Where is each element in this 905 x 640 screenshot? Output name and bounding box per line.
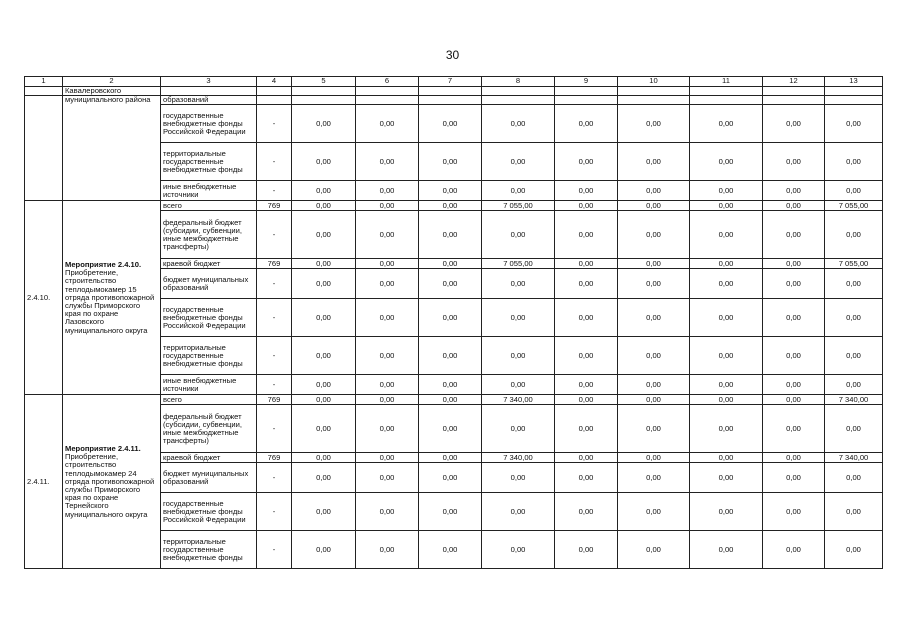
column-4-cell	[257, 87, 292, 96]
source-cell: краевой бюджет	[161, 453, 257, 463]
value-cell: 0,00	[356, 201, 419, 211]
value-cell	[763, 96, 825, 105]
value-cell: 0,00	[356, 453, 419, 463]
value-cell: 0,00	[763, 269, 825, 299]
value-cell: 0,00	[555, 211, 618, 259]
value-cell: 0,00	[690, 337, 763, 375]
value-cell: 0,00	[419, 105, 482, 143]
column-4-cell: -	[257, 337, 292, 375]
measure-code: 2.4.10.	[25, 201, 63, 395]
value-cell: 0,00	[292, 269, 356, 299]
source-cell: бюджет муниципальных образований	[161, 269, 257, 299]
value-cell: 0,00	[763, 405, 825, 453]
value-cell	[618, 96, 690, 105]
source-cell: территориальные государственные внебюджетные фонды	[161, 531, 257, 569]
measure-title: Мероприятие 2.4.11.	[65, 443, 141, 453]
column-4-cell: -	[257, 211, 292, 259]
value-cell: 0,00	[419, 453, 482, 463]
value-cell: 0,00	[825, 181, 883, 201]
column-4-cell: -	[257, 463, 292, 493]
row-code-cell	[25, 96, 63, 201]
value-cell: 0,00	[763, 531, 825, 569]
value-cell: 0,00	[763, 299, 825, 337]
source-cell: федеральный бюджет (субсидии, субвенции, иные межбюджетные трансферты)	[161, 405, 257, 453]
value-cell: 0,00	[825, 269, 883, 299]
value-cell: 0,00	[618, 531, 690, 569]
value-cell: 0,00	[292, 211, 356, 259]
value-cell: 0,00	[356, 211, 419, 259]
header-row	[25, 77, 883, 87]
value-cell: 0,00	[482, 299, 555, 337]
value-cell	[482, 96, 555, 105]
value-cell: 0,00	[690, 105, 763, 143]
value-cell: 0,00	[555, 375, 618, 395]
value-cell: 0,00	[419, 395, 482, 405]
value-cell: 0,00	[690, 375, 763, 395]
column-4-cell: -	[257, 531, 292, 569]
header-cell: 7	[419, 77, 482, 87]
value-cell: 0,00	[292, 143, 356, 181]
value-cell: 0,00	[618, 493, 690, 531]
value-cell: 0,00	[618, 269, 690, 299]
value-cell: 0,00	[763, 201, 825, 211]
value-cell: 0,00	[356, 181, 419, 201]
column-4-cell: -	[257, 493, 292, 531]
value-cell: 0,00	[419, 337, 482, 375]
value-cell: 0,00	[292, 493, 356, 531]
value-cell: 7 055,00	[482, 201, 555, 211]
header-cell: 9	[555, 77, 618, 87]
budget-table	[24, 76, 883, 569]
measure-description	[63, 395, 161, 569]
column-4-cell: -	[257, 143, 292, 181]
value-cell: 0,00	[356, 143, 419, 181]
value-cell: 0,00	[555, 201, 618, 211]
value-cell: 0,00	[356, 493, 419, 531]
source-cell: территориальные государственные внебюджетные фонды	[161, 337, 257, 375]
value-cell: 7 055,00	[825, 259, 883, 269]
value-cell: 0,00	[419, 259, 482, 269]
table-row	[25, 395, 883, 405]
value-cell: 0,00	[482, 405, 555, 453]
value-cell: 0,00	[419, 143, 482, 181]
value-cell: 0,00	[690, 299, 763, 337]
value-cell: 0,00	[690, 259, 763, 269]
value-cell: 0,00	[825, 211, 883, 259]
value-cell: 0,00	[419, 463, 482, 493]
value-cell: 0,00	[419, 299, 482, 337]
value-cell: 0,00	[763, 143, 825, 181]
value-cell	[690, 96, 763, 105]
value-cell: 0,00	[690, 395, 763, 405]
value-cell: 0,00	[618, 395, 690, 405]
header-cell: 8	[482, 77, 555, 87]
value-cell: 0,00	[825, 531, 883, 569]
value-cell: 7 340,00	[825, 395, 883, 405]
header-cell: 10	[618, 77, 690, 87]
value-cell: 0,00	[690, 269, 763, 299]
measure-code: 2.4.11.	[25, 395, 63, 569]
value-cell: 0,00	[618, 337, 690, 375]
value-cell: 0,00	[292, 405, 356, 453]
value-cell: 0,00	[555, 405, 618, 453]
value-cell: 0,00	[763, 463, 825, 493]
value-cell: 0,00	[482, 531, 555, 569]
value-cell: 0,00	[419, 405, 482, 453]
row-code-cell	[25, 87, 63, 96]
value-cell: 0,00	[825, 337, 883, 375]
value-cell: 0,00	[419, 493, 482, 531]
table-body	[25, 87, 883, 569]
value-cell: 0,00	[555, 337, 618, 375]
measure-description	[63, 201, 161, 395]
header-cell: 3	[161, 77, 257, 87]
value-cell: 0,00	[690, 143, 763, 181]
value-cell: 7 055,00	[825, 201, 883, 211]
value-cell: 0,00	[825, 375, 883, 395]
header-cell: 4	[257, 77, 292, 87]
value-cell: 0,00	[763, 211, 825, 259]
value-cell: 0,00	[292, 453, 356, 463]
value-cell: 0,00	[825, 405, 883, 453]
value-cell	[690, 87, 763, 96]
value-cell: 7 340,00	[825, 453, 883, 463]
value-cell: 0,00	[482, 463, 555, 493]
value-cell: 0,00	[292, 105, 356, 143]
value-cell: 0,00	[690, 531, 763, 569]
value-cell: 0,00	[763, 181, 825, 201]
value-cell: 0,00	[690, 201, 763, 211]
value-cell: 0,00	[356, 405, 419, 453]
value-cell: 0,00	[763, 337, 825, 375]
table-row	[25, 201, 883, 211]
value-cell: 0,00	[292, 299, 356, 337]
source-cell	[161, 87, 257, 96]
value-cell	[555, 96, 618, 105]
value-cell: 0,00	[690, 493, 763, 531]
value-cell: 0,00	[690, 181, 763, 201]
column-4-cell: -	[257, 105, 292, 143]
value-cell: 0,00	[618, 211, 690, 259]
value-cell: 0,00	[292, 259, 356, 269]
value-cell: 0,00	[555, 493, 618, 531]
column-4-cell: -	[257, 405, 292, 453]
source-cell: иные внебюджетные источники	[161, 181, 257, 201]
value-cell: 0,00	[618, 105, 690, 143]
value-cell: 0,00	[763, 453, 825, 463]
column-4-cell: -	[257, 375, 292, 395]
value-cell: 0,00	[690, 453, 763, 463]
source-cell: иные внебюджетные источники	[161, 375, 257, 395]
value-cell: 0,00	[690, 463, 763, 493]
value-cell: 0,00	[419, 531, 482, 569]
value-cell: 0,00	[356, 375, 419, 395]
value-cell: 0,00	[419, 201, 482, 211]
value-cell: 0,00	[356, 259, 419, 269]
value-cell: 0,00	[555, 143, 618, 181]
column-4-cell: 769	[257, 395, 292, 405]
value-cell: 0,00	[356, 105, 419, 143]
value-cell: 0,00	[555, 463, 618, 493]
value-cell: 0,00	[482, 337, 555, 375]
source-cell: государственные внебюджетные фонды Российской Федерации	[161, 493, 257, 531]
value-cell: 0,00	[690, 405, 763, 453]
table-row	[25, 96, 883, 105]
value-cell: 0,00	[825, 143, 883, 181]
column-4-cell: -	[257, 299, 292, 337]
value-cell: 0,00	[292, 395, 356, 405]
source-cell: всего	[161, 201, 257, 211]
source-cell: федеральный бюджет (субсидии, субвенции, иные межбюджетные трансферты)	[161, 211, 257, 259]
value-cell: 0,00	[292, 181, 356, 201]
source-cell: государственные внебюджетные фонды Российской Федерации	[161, 299, 257, 337]
value-cell: 0,00	[618, 143, 690, 181]
table-row	[25, 87, 883, 96]
column-4-cell: 769	[257, 259, 292, 269]
value-cell: 0,00	[419, 211, 482, 259]
value-cell	[292, 96, 356, 105]
value-cell: 0,00	[618, 463, 690, 493]
value-cell: 0,00	[618, 375, 690, 395]
value-cell: 0,00	[555, 269, 618, 299]
source-cell: всего	[161, 395, 257, 405]
value-cell: 0,00	[555, 453, 618, 463]
measure-text: Приобретение, строительство теплодымокамер 15 отряда противопожарной службы Приморского края по охране Лазовского муниципального округа	[65, 268, 155, 335]
header-cell: 11	[690, 77, 763, 87]
value-cell: 0,00	[419, 375, 482, 395]
value-cell: 0,00	[763, 259, 825, 269]
value-cell: 0,00	[482, 211, 555, 259]
header-cell: 2	[63, 77, 161, 87]
value-cell: 0,00	[763, 395, 825, 405]
measure-description: Кавалеровского	[63, 87, 161, 96]
value-cell: 0,00	[825, 299, 883, 337]
value-cell	[618, 87, 690, 96]
header-cell: 5	[292, 77, 356, 87]
value-cell: 0,00	[618, 453, 690, 463]
value-cell: 0,00	[555, 259, 618, 269]
source-cell: территориальные государственные внебюджетные фонды	[161, 143, 257, 181]
value-cell: 0,00	[618, 405, 690, 453]
column-4-cell: 769	[257, 453, 292, 463]
value-cell: 0,00	[618, 201, 690, 211]
value-cell: 0,00	[555, 531, 618, 569]
value-cell: 0,00	[482, 181, 555, 201]
value-cell: 0,00	[555, 299, 618, 337]
value-cell: 0,00	[763, 493, 825, 531]
value-cell: 0,00	[555, 395, 618, 405]
value-cell: 0,00	[763, 105, 825, 143]
value-cell: 0,00	[690, 211, 763, 259]
value-cell: 0,00	[482, 269, 555, 299]
header-cell: 6	[356, 77, 419, 87]
measure-description: муниципального района	[63, 96, 161, 201]
value-cell	[555, 87, 618, 96]
value-cell: 0,00	[825, 105, 883, 143]
column-4-cell: 769	[257, 201, 292, 211]
value-cell: 0,00	[555, 181, 618, 201]
value-cell: 0,00	[356, 269, 419, 299]
value-cell: 0,00	[825, 493, 883, 531]
value-cell	[825, 87, 883, 96]
value-cell	[292, 87, 356, 96]
value-cell: 0,00	[482, 105, 555, 143]
value-cell: 0,00	[292, 201, 356, 211]
value-cell: 0,00	[356, 337, 419, 375]
page-number: 30	[445, 48, 460, 62]
value-cell: 0,00	[292, 337, 356, 375]
value-cell: 0,00	[419, 269, 482, 299]
value-cell	[763, 87, 825, 96]
source-cell: краевой бюджет	[161, 259, 257, 269]
value-cell: 0,00	[825, 463, 883, 493]
value-cell: 0,00	[763, 375, 825, 395]
value-cell: 7 340,00	[482, 453, 555, 463]
source-cell: образований	[161, 96, 257, 105]
value-cell: 0,00	[356, 395, 419, 405]
value-cell	[419, 96, 482, 105]
value-cell: 0,00	[618, 181, 690, 201]
value-cell	[356, 87, 419, 96]
value-cell: 0,00	[356, 299, 419, 337]
value-cell: 7 340,00	[482, 395, 555, 405]
value-cell	[482, 87, 555, 96]
measure-text: Приобретение, строительство теплодымокамер 24 отряда противопожарной службы Приморского края по охране Тернейского муниципального округа	[65, 452, 155, 519]
measure-title: Мероприятие 2.4.10.	[65, 259, 142, 269]
column-4-cell: -	[257, 181, 292, 201]
value-cell: 0,00	[482, 375, 555, 395]
source-cell: бюджет муниципальных образований	[161, 463, 257, 493]
value-cell	[825, 96, 883, 105]
value-cell	[419, 87, 482, 96]
header-cell: 1	[25, 77, 63, 87]
column-4-cell: -	[257, 269, 292, 299]
value-cell: 0,00	[292, 463, 356, 493]
value-cell: 7 055,00	[482, 259, 555, 269]
value-cell: 0,00	[419, 181, 482, 201]
value-cell: 0,00	[618, 299, 690, 337]
value-cell: 0,00	[292, 531, 356, 569]
value-cell: 0,00	[482, 493, 555, 531]
header-cell: 13	[825, 77, 883, 87]
value-cell: 0,00	[555, 105, 618, 143]
value-cell: 0,00	[482, 143, 555, 181]
value-cell: 0,00	[356, 463, 419, 493]
column-4-cell	[257, 96, 292, 105]
source-cell: государственные внебюджетные фонды Российской Федерации	[161, 105, 257, 143]
header-cell: 12	[763, 77, 825, 87]
value-cell: 0,00	[292, 375, 356, 395]
value-cell: 0,00	[356, 531, 419, 569]
value-cell	[356, 96, 419, 105]
value-cell: 0,00	[618, 259, 690, 269]
